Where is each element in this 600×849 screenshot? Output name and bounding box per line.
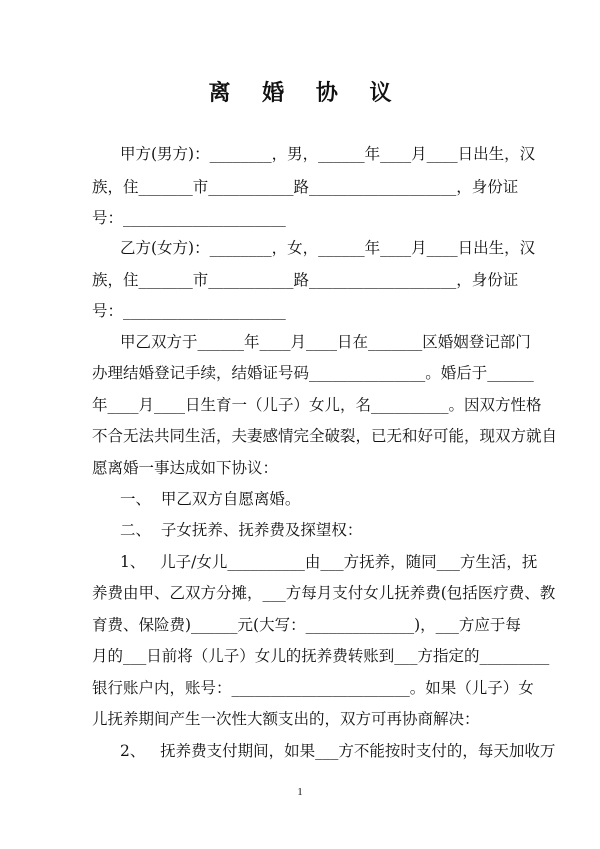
party-b-line-3: 号：_____________________ — [92, 302, 286, 320]
clause-2-2-line-1: 2、 抚养费支付期间，如果___方不能按时支付的，每天加收万 — [120, 742, 556, 760]
party-a-line-3: 号：_____________________ — [92, 209, 286, 227]
clause-2-1-line-6: 儿抚养期间产生一次性大额支出的，双方可再协商解决： — [92, 710, 480, 728]
marriage-paragraph-line-3: 年____月____日生育一（儿子）女儿，名__________。因双方性格 — [92, 396, 542, 414]
party-b-line-2: 族，住_______市___________路___________________，身份证 — [92, 271, 519, 289]
clause-1: 一、 甲乙双方自愿离婚。 — [120, 490, 301, 508]
marriage-paragraph-line-2: 办理结婚登记手续，结婚证号码_______________。婚后于______ — [92, 364, 534, 382]
marriage-paragraph-line-5: 愿离婚一事达成如下协议： — [92, 459, 279, 477]
clause-2-heading: 二、 子女抚养、抚养费及探望权： — [120, 521, 363, 539]
clause-2-1-line-4: 月的___日前将（儿子）女儿的抚养费转账到___方指定的_________ — [92, 647, 550, 665]
clause-2-1-line-1: 1、 儿子/女儿__________由___方抚养，随同___方生活，抚 — [120, 553, 538, 571]
clause-2-1-line-2: 养费由甲、乙双方分摊，___方每月支付女儿抚养费(包括医疗费、教 — [92, 584, 556, 602]
party-b-line-1: 乙方(女方)：________，女，______年____月____日出生，汉 — [120, 239, 536, 257]
document-title: 离 婚 协 议 — [208, 80, 404, 106]
clause-2-1-line-3: 育费、保险费)______元(大写：______________)，___方应于每 — [92, 616, 521, 634]
clause-2-1-line-5: 银行账户内，账号：_______________________。如果（儿子）女 — [92, 679, 534, 697]
marriage-paragraph-line-4: 不合无法共同生活，夫妻感情完全破裂，已无和好可能，现双方就自 — [92, 427, 558, 445]
page-number: 1 — [297, 786, 303, 798]
party-a-line-2: 族，住_______市___________路___________________，身份证 — [92, 178, 519, 196]
marriage-paragraph-line-1: 甲乙双方于______年____月____日在_______区婚姻登记部门 — [120, 333, 531, 351]
party-a-line-1: 甲方(男方)：________，男，______年____月____日出生，汉 — [120, 145, 536, 163]
